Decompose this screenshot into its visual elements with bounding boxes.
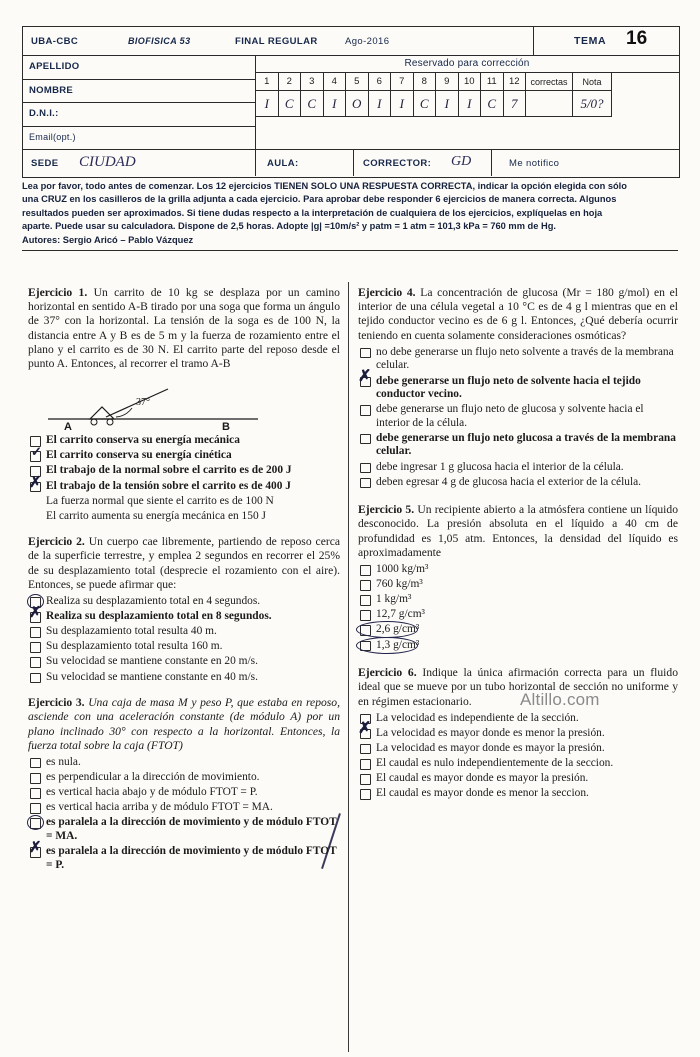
option[interactable] [28, 655, 340, 669]
watermark: Altillo.com [520, 690, 600, 709]
option[interactable] [358, 367, 678, 402]
option-label: debe generarse un flujo neto glucosa a través de la membrana celular. [376, 431, 676, 458]
option-label: La velocidad es mayor donde es menor la presión. [376, 726, 605, 739]
exercise-5-number: Ejercicio 5. [358, 503, 415, 517]
checkbox[interactable] [30, 803, 41, 814]
exercise-2-options [28, 595, 340, 684]
exercise-1-text: Un carrito de 10 kg se desplaza por un camino horizontal en sentido A-B tirado por una soga que forma un ángulo de 37° con la horizontal. La tensión de la soga es de 100 N, la distancia entre A y B es de 5 m y la fuerza de rozamiento entre el plano y el carrito es de 30 N. El carrito parte del reposo desde el punto A. Entonces, al recorrer el tramo A-B [28, 286, 340, 371]
exercise-4-options [358, 346, 678, 489]
option-label: es perpendicular a la dirección de movimiento. [46, 771, 260, 784]
exam-type-label: FINAL REGULAR [235, 36, 318, 47]
column-divider [348, 282, 349, 1052]
option-label: deben egresar 4 g de glucosa hacia el exterior de la célula. [376, 475, 642, 488]
option-label: El carrito conserva su energía mecánica [46, 434, 240, 447]
exercise-3-number: Ejercicio 3. [28, 696, 85, 710]
option-label: debe generarse un flujo neto de solvente hacia el tejido conductor vecino. [376, 374, 641, 401]
nota-value[interactable]: 5/0? [573, 91, 612, 117]
exercise-5 [358, 503, 678, 652]
option[interactable] [28, 510, 340, 524]
grid-number: 6 [368, 73, 391, 91]
instructions-line-1: Lea por favor, todo antes de comenzar. Los 12 ejercicios TIENEN SOLO UNA RESPUESTA CORRECTA, indicar la opción elegida con sólo [22, 181, 627, 191]
option-label: Su velocidad se mantiene constante en 20 m/s. [46, 655, 258, 668]
grid-answer-row [256, 91, 612, 117]
option[interactable] [28, 495, 340, 509]
sede-row [23, 149, 679, 176]
field-nombre-label: NOMBRE [29, 84, 74, 96]
grid-number: 8 [413, 73, 436, 91]
exercise-5-text: Un recipiente abierto a la atmósfera contiene un líquido desconocido. La presión absoluta en el líquido a 40 cm de profundidad es 1,05 atm. Entonces, la densidad del líquido es aproximadamente [358, 503, 679, 559]
option-label: Su velocidad se mantiene constante en 40 m/s. [46, 670, 258, 683]
instructions [22, 180, 678, 251]
option[interactable] [358, 432, 678, 459]
option[interactable] [28, 816, 340, 843]
grid-answer[interactable]: C [413, 91, 436, 117]
option[interactable] [28, 434, 340, 448]
exercise-3-options [28, 756, 340, 872]
correction-grid-title-text: Reservado para corrección [404, 58, 530, 69]
option-label: 1,3 g/cm³ [376, 638, 420, 651]
instructions-line-2: una CRUZ en los casilleros de la grilla adjunta a cada ejercicio. Para aprobar debe responder 6 ejercicios de manera correcta. Algunos [22, 194, 617, 205]
grid-number: 4 [323, 73, 346, 91]
option-label: El caudal es mayor donde es mayor la presión. [376, 772, 589, 785]
instructions-authors: Autores: Sergio Aricó – Pablo Vázquez [22, 234, 194, 245]
exercise-2 [28, 535, 340, 684]
inclined-rope-cart-diagram [28, 375, 328, 431]
option-label: es paralela a la dirección de movimiento y de módulo FTOT = P. [46, 845, 337, 871]
grid-answer[interactable]: C [278, 91, 301, 117]
option-label: debe generarse un flujo neto de glucosa y solvente hacia el interior de la célula. [376, 403, 644, 429]
option[interactable] [358, 742, 678, 756]
instructions-line-3: resultados pueden ser aproximados. Si tiene dudas respecto a la interpretación de cualquiera de los ejercicios, explíquelas en hoja [22, 207, 603, 218]
exercise-3-statement [28, 696, 340, 753]
grid-answer[interactable]: O [346, 91, 369, 117]
cross-mark-icon: ✗ [29, 604, 42, 622]
correctas-label: correctas [526, 73, 573, 91]
instructions-line-4: aparte. Puede usar su calculadora. Dispone de 2,5 horas. Adopte |g| =10m/s² y patm = 1 atm = 101,3 kPa = 760 mm de Hg. [22, 221, 556, 232]
correction-grid-title [255, 55, 679, 73]
option-label: es paralela a la dirección de movimiento y de módulo FTOT = MA. [46, 816, 337, 842]
checkbox[interactable] [360, 610, 371, 621]
tema-box [533, 27, 680, 55]
field-nombre[interactable] [23, 79, 255, 104]
option-label: El caudal es nulo independientemente de la seccion. [376, 757, 614, 770]
tema-label: TEMA [574, 35, 607, 47]
correction-grid [255, 72, 612, 117]
exam-date: Ago-2016 [345, 36, 390, 47]
aula-label: AULA: [267, 158, 299, 169]
left-column [28, 286, 340, 881]
option[interactable] [28, 756, 340, 770]
sede-label: SEDE [31, 158, 59, 169]
option-label: 12,7 g/cm³ [376, 608, 425, 621]
field-apellido[interactable] [23, 55, 255, 80]
grid-number: 1 [256, 73, 279, 91]
field-dni[interactable] [23, 102, 255, 127]
option-label: es nula. [46, 755, 81, 768]
cross-mark-icon: ✗ [29, 839, 42, 857]
option-label: es vertical hacia abajo y de módulo FTOT = P. [46, 786, 258, 799]
sede-value[interactable]: CIUDAD [79, 154, 136, 170]
option[interactable] [28, 786, 340, 800]
checkbox[interactable] [360, 348, 371, 359]
exercise-6-options [358, 712, 678, 801]
grid-number: 12 [503, 73, 526, 91]
cross-mark-icon: ✗ [358, 367, 372, 385]
point-b-label: B [222, 421, 230, 432]
option-label: La velocidad es mayor donde es mayor la presión. [376, 741, 605, 754]
grid-number-row [256, 73, 612, 91]
option[interactable] [28, 771, 340, 785]
grid-number: 2 [278, 73, 301, 91]
exercise-3 [28, 696, 340, 872]
option-label: Su desplazamiento total resulta 160 m. [46, 640, 223, 653]
cross-mark-icon: ✗ [29, 473, 42, 491]
notifico-label: Me notifico [509, 158, 560, 169]
option[interactable] [28, 640, 340, 654]
point-a-label: A [64, 421, 72, 432]
option[interactable] [358, 787, 678, 801]
checkbox[interactable] [360, 463, 371, 474]
grid-answer[interactable]: 7 [503, 91, 526, 117]
option-label: es vertical hacia arriba y de módulo FTOT = MA. [46, 801, 273, 814]
field-apellido-label: APELLIDO [29, 61, 80, 72]
grid-number: 7 [391, 73, 414, 91]
exercise-2-text: Un cuerpo cae libremente, partiendo de reposo cerca de la superficie terrestre, y emplea 2 segundos en recorrer el 25% de su desplazamiento total (desprecie el rozamiento con el aire). Entonces, se puede afirmar que: [28, 535, 340, 591]
option[interactable] [28, 801, 340, 815]
option[interactable] [358, 403, 678, 430]
option[interactable] [358, 712, 678, 726]
option-label: Realiza su desplazamiento total en 8 segundos. [46, 610, 272, 623]
option-label: El trabajo de la tensión sobre el carrito es de 400 J [46, 479, 291, 492]
checkbox[interactable] [30, 627, 41, 638]
option[interactable] [358, 563, 678, 577]
grid-number: 3 [301, 73, 324, 91]
option-label: Realiza su desplazamiento total en 4 segundos. [46, 595, 261, 608]
option-label: El carrito aumenta su energía mecánica en 150 J [46, 509, 266, 522]
tema-number: 16 [626, 28, 648, 49]
option-label: 1000 kg/m³ [376, 563, 429, 576]
option[interactable] [358, 719, 678, 741]
header-top-row [23, 27, 679, 56]
option[interactable] [358, 578, 678, 592]
right-column [358, 286, 678, 810]
exercise-4 [358, 286, 678, 489]
option-label: El carrito conserva su energía cinética [46, 449, 232, 462]
correctas-value[interactable] [526, 91, 573, 117]
checkbox[interactable] [30, 642, 41, 653]
option-label: 1 kg/m³ [376, 593, 412, 606]
option[interactable] [28, 604, 340, 624]
option[interactable] [28, 595, 340, 609]
exercise-4-text: La concentración de glucosa (Mr = 180 g/mol) en el interior de una célula vegetal a 10 °C es de 4 g l mientras que en el tejido conductor vecino es de 6 g l. Entonces, ¿Qué debería ocurrir teniendo en cuenta solamente consideraciones osmóticas? [358, 286, 679, 342]
checkbox[interactable] [30, 773, 41, 784]
option[interactable] [28, 625, 340, 639]
option-label: La fuerza normal que siente el carrito es de 100 N [46, 494, 274, 507]
exam-header [22, 26, 680, 178]
option-label: 760 kg/m³ [376, 578, 423, 591]
option[interactable] [358, 639, 678, 653]
option[interactable] [358, 772, 678, 786]
exercise-1-statement [28, 286, 340, 371]
grid-answer[interactable]: C [481, 91, 504, 117]
checkbox[interactable] [360, 434, 371, 445]
option[interactable] [358, 608, 678, 622]
exercise-6-number: Ejercicio 6. [358, 666, 417, 680]
institution-label: UBA-CBC [31, 36, 79, 47]
corrector-value[interactable]: GD [451, 154, 472, 169]
angle-label: 37° [136, 397, 150, 409]
grid-number: 10 [458, 73, 481, 91]
grid-answer[interactable]: I [391, 91, 414, 117]
exercise-1-options [28, 434, 340, 523]
correction-grid-area [255, 55, 679, 149]
corrector-label: CORRECTOR: [363, 158, 432, 169]
checkbox[interactable] [360, 580, 371, 591]
cross-mark-icon: ✗ [358, 719, 372, 737]
grid-number: 9 [436, 73, 459, 91]
exercise-3-text: Una caja de masa M y peso P, que estaba en reposo, asciende con una aceleración constante (de módulo A) por un plano inclinado 30° con respecto a la horizontal. Entonces, la fuerza total sobre la caja (FTOT) [28, 696, 340, 752]
checkbox[interactable] [360, 789, 371, 800]
option[interactable] [28, 444, 340, 463]
option[interactable] [358, 461, 678, 475]
exercise-1-figure [28, 375, 340, 431]
grid-answer[interactable]: I [436, 91, 459, 117]
option[interactable] [28, 839, 340, 872]
checkbox[interactable] [360, 565, 371, 576]
nota-label: Nota [573, 73, 612, 91]
option[interactable] [358, 346, 678, 373]
option[interactable] [358, 476, 678, 490]
field-email-label: Email(opt.) [29, 131, 76, 142]
option[interactable] [358, 757, 678, 771]
exercise-5-statement [358, 503, 678, 560]
option-label: La velocidad es independiente de la sección. [376, 711, 579, 724]
option-label: 2,6 g/cm³ [376, 623, 420, 636]
exercise-4-number: Ejercicio 4. [358, 286, 416, 299]
grid-answer[interactable]: I [256, 91, 279, 117]
option-label: El caudal es mayor donde es menor la seccion. [376, 787, 589, 800]
exercise-2-number: Ejercicio 2. [28, 535, 85, 549]
check-mark-icon: ✓ [31, 444, 42, 460]
grid-answer[interactable]: I [323, 91, 346, 117]
option[interactable] [28, 464, 340, 478]
option-label: no debe generarse un flujo neto solvente a través de la membrana celular. [376, 345, 674, 372]
checkbox[interactable] [360, 744, 371, 755]
grid-number: 11 [481, 73, 504, 91]
option[interactable] [28, 671, 340, 685]
option-label: debe ingresar 1 g glucosa hacia el interior de la célula. [376, 460, 624, 473]
checkbox[interactable] [30, 788, 41, 799]
exercise-2-statement [28, 535, 340, 592]
checkbox[interactable] [360, 595, 371, 606]
circle-mark-icon [356, 637, 418, 654]
field-email[interactable] [23, 126, 255, 150]
field-dni-label: D.N.I.: [29, 108, 59, 119]
checkbox[interactable] [360, 759, 371, 770]
checkbox[interactable] [30, 657, 41, 668]
circle-mark-icon [27, 815, 44, 830]
exercise-1-number: Ejercicio 1. [28, 286, 88, 299]
checkbox[interactable] [30, 758, 41, 769]
exercise-5-options [358, 563, 678, 652]
grid-answer[interactable]: I [458, 91, 481, 117]
checkbox[interactable] [360, 774, 371, 785]
checkbox[interactable] [30, 673, 41, 684]
option-label: Su desplazamiento total resulta 40 m. [46, 625, 217, 638]
checkbox[interactable] [360, 478, 371, 489]
exercise-4-statement [358, 286, 678, 343]
identity-fields [23, 55, 256, 149]
checkbox[interactable] [360, 405, 371, 416]
exercise-1 [28, 286, 340, 523]
exercise-6-statement [358, 666, 678, 709]
grid-answer[interactable]: C [301, 91, 324, 117]
exercise-6-text: Indique la única afirmación correcta para un fluido ideal que se mueve por un tubo horizontal de sección no uniforme y en régimen estacionario. [358, 666, 678, 708]
option[interactable] [28, 473, 340, 494]
grid-number: 5 [346, 73, 369, 91]
subject-label: BIOFISICA 53 [128, 36, 191, 46]
grid-answer[interactable]: I [368, 91, 391, 117]
option[interactable] [358, 623, 678, 637]
option[interactable] [358, 593, 678, 607]
exercise-6 [358, 666, 678, 801]
option-label: El trabajo de la normal sobre el carrito es de 200 J [46, 464, 292, 477]
